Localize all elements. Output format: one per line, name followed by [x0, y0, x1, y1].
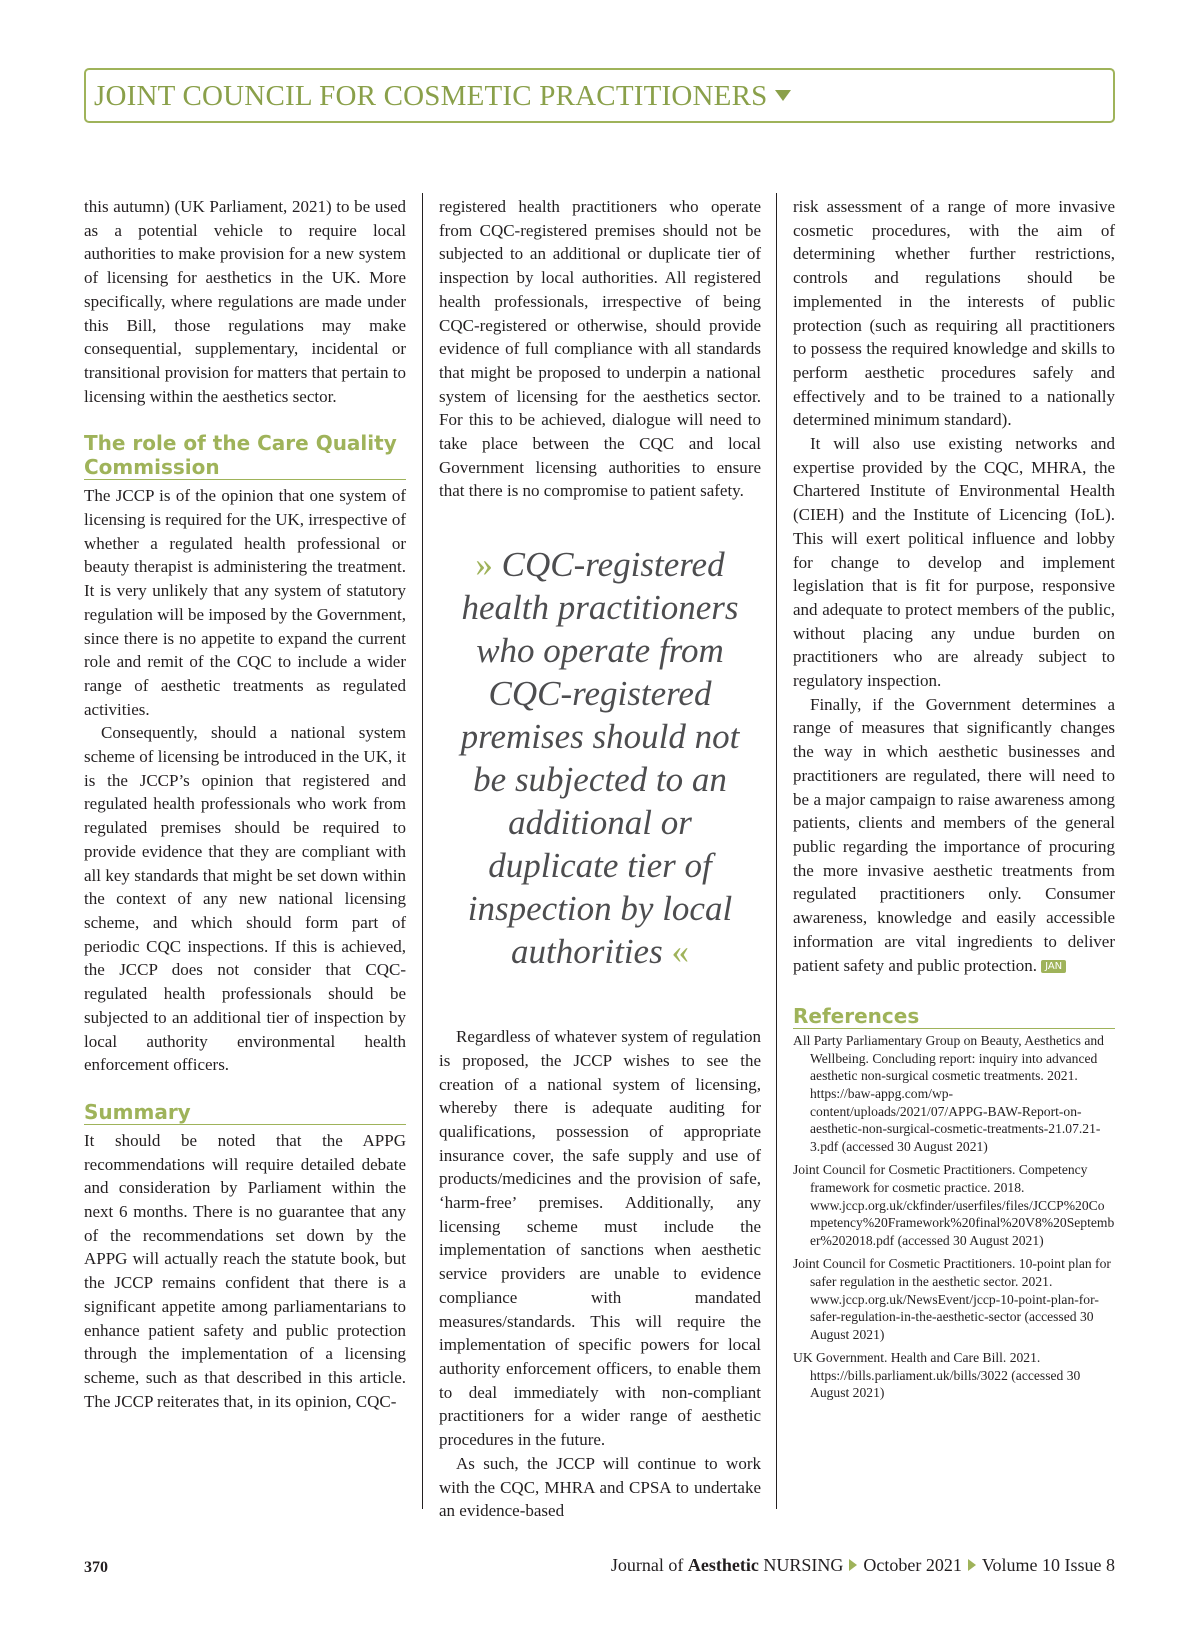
column-divider-2: [776, 193, 777, 1509]
reference-item: All Party Parliamentary Group on Beauty, Aesthetics and Wellbeing. Concluding report: inquiry into advanced aesthetic non-surgical cosmetic treatments. 2021. https://baw-appg.com/wp-content/uploads/2021/07/APPG-BAW-Report-on-aesthetic-non-surgical-cosmetic-treatments-21.07.21-3.pdf (accessed 30 August 2021): [793, 1033, 1104, 1154]
journal-name-bold: Aesthetic: [687, 1555, 759, 1575]
article-column-2: [439, 195, 761, 1523]
body-paragraph: It should be noted that the APPG recommendations will require detailed debate and consideration by Parliament within the next 6 months. There is no guarantee that any of the recommendations set down by the APPG will actually reach the statute book, but the JCCP remains confident that there is a significant appetite among parliamentarians to enhance patient safety and public protection through the implementation of a licensing scheme, such as that described in this article. The JCCP reiterates that, in its opinion, CQC-: [84, 1130, 406, 1411]
body-paragraph: this autumn) (UK Parliament, 2021) to be used as a potential vehicle to require local authorities to make provision for a new system of licensing for aesthetics in the UK. More specifically, where regulations are made under this Bill, those regulations may make consequential, supplementary, incidental or transitional provision for matters that pertain to licensing within the aesthetics sector.: [84, 197, 406, 406]
body-paragraph: Consequently, should a national system scheme of licensing be introduced in the UK, it is the JCCP’s opinion that registered and regulated health professionals who work from regulated premises should be required to provide evidence that they are compliant with all key standards that might be set down within the context of any new national licensing scheme, and which should form part of periodic CQC inspections. If this is achieved, the JCCP does not consider that CQC-regulated health professionals should be subjected to an additional tier of inspection by local authority environmental health enforcement officers.: [84, 723, 406, 1075]
pull-quote-text: CQC-registered health practitioners who operate from CQC-registered premises should not be subjected to an additional or duplicate tier of inspection by local authorities: [460, 545, 740, 972]
body-paragraph: registered health practitioners who operate from CQC-registered premises should not be subjected to an additional or duplicate tier of inspection by local authorities. All registered health professionals, irrespective of being CQC-registered or otherwise, should provide evidence of full compliance with all standards that might be proposed to underpin a national system of licensing for the aesthetics sector. For this to be achieved, dialogue will need to take place between the CQC and local Government licensing authorities to ensure that there is no compromise to patient safety.: [439, 197, 761, 501]
end-of-article-badge: JAN: [1041, 960, 1066, 973]
body-paragraph: The JCCP is of the opinion that one system of licensing is required for the UK, irrespective of whether a regulated health professional or beauty therapist is administering the treatment. It is very unlikely that any system of statutory regulation will be imposed by the Government, since there is no appetite to expand the current role and remit of the CQC to include a wider range of aesthetic treatments as regulated activities.: [84, 486, 406, 719]
reference-item: UK Government. Health and Care Bill. 2021. https://bills.parliament.uk/bills/3022 (accessed 30 August 2021): [793, 1350, 1081, 1401]
body-paragraph: Regardless of whatever system of regulation is proposed, the JCCP wishes to see the creation of a national system of licensing, whereby there is adequate auditing for qualifications, possession of appropriate insurance cover, the safe supply and use of products/medicines and the provision of safe, ‘harm-free’ premises. Additionally, any licensing scheme must include the implementation of sanctions when aesthetic service providers are unable to evidence compliance with mandated measures/standards. This will require the implementation of specific powers for local authority enforcement officers, to enable them to deal immediately with non-compliant practitioners for a wider range of aesthetic procedures in the future.: [439, 1027, 761, 1450]
quote-close-icon: «: [671, 932, 689, 972]
section-heading-summary: Summary: [84, 1100, 406, 1125]
references-heading: References: [793, 1005, 1115, 1029]
volume-issue: Volume 10 Issue 8: [981, 1555, 1115, 1575]
reference-item: Joint Council for Cosmetic Practitioners. 10-point plan for safer regulation in the aesthetic sector. 2021. www.jccp.org.uk/NewsEvent/jccp-10-point-plan-for-safer-regulation-in-the-aesthetic-sector (accessed 30 August 2021): [793, 1256, 1111, 1342]
page-number: 370: [84, 1559, 108, 1576]
journal-footer: [611, 1555, 1115, 1576]
body-paragraph: risk assessment of a range of more invasive cosmetic procedures, with the aim of determining whether further restrictions, controls and regulations should be implemented in the interests of public protection (such as requiring all practitioners to possess the required knowledge and skills to perform aesthetic procedures safely and effectively and to be trained to a nationally determined minimum standard).: [793, 197, 1115, 430]
section-heading-care-quality-commission: The role of the Care Quality Commission: [84, 431, 406, 480]
body-paragraph: As such, the JCCP will continue to work with the CQC, MHRA and CPSA to undertake an evidence-based: [439, 1453, 761, 1521]
quote-open-icon: »: [475, 545, 493, 585]
section-header-banner: [84, 68, 1115, 123]
body-paragraph-final: [793, 693, 1115, 977]
reference-item: Joint Council for Cosmetic Practitioners. Competency framework for cosmetic practice. 2018. www.jccp.org.uk/ckfinder/userfiles/files/JCCP%20Competency%20Framework%20final%20V8%20September%202018.pdf (accessed 30 August 2021): [793, 1162, 1115, 1248]
journal-suffix: NURSING: [763, 1555, 844, 1575]
triangle-right-icon: [968, 1559, 976, 1571]
issue-date: October 2021: [863, 1555, 962, 1575]
section-header-title: [94, 80, 791, 113]
column-divider-1: [422, 193, 423, 1509]
triangle-right-icon: [849, 1559, 857, 1571]
article-column-3: [793, 195, 1115, 1408]
article-column-1: [84, 195, 406, 1413]
body-paragraph-text: Finally, if the Government determines a range of measures that significantly changes the way in which aesthetic businesses and practitioners are regulated, there will need to be a major campaign to raise awareness among patients, clients and members of the general public regarding the importance of procuring the more invasive aesthetic treatments from regulated practitioners only. Consumer awareness, knowledge and easily accessible information are vital ingredients to deliver patient safety and public protection.: [793, 694, 1115, 975]
journal-prefix: Journal of: [610, 1555, 684, 1575]
triangle-down-icon: [775, 90, 791, 101]
body-paragraph: It will also use existing networks and expertise provided by the CQC, MHRA, the Chartered Institute of Environmental Health (CIEH) and the Institute of Licencing (IoL). This will exert political influence and lobby for change to develop and implement legislation that is fit for purpose, responsive and adequate to protect members of the public, without placing any undue burden on practitioners who are already subject to regulatory inspection.: [793, 434, 1115, 691]
pull-quote: [439, 543, 761, 973]
section-header-text: JOINT COUNCIL FOR COSMETIC PRACTITIONERS: [94, 80, 768, 112]
